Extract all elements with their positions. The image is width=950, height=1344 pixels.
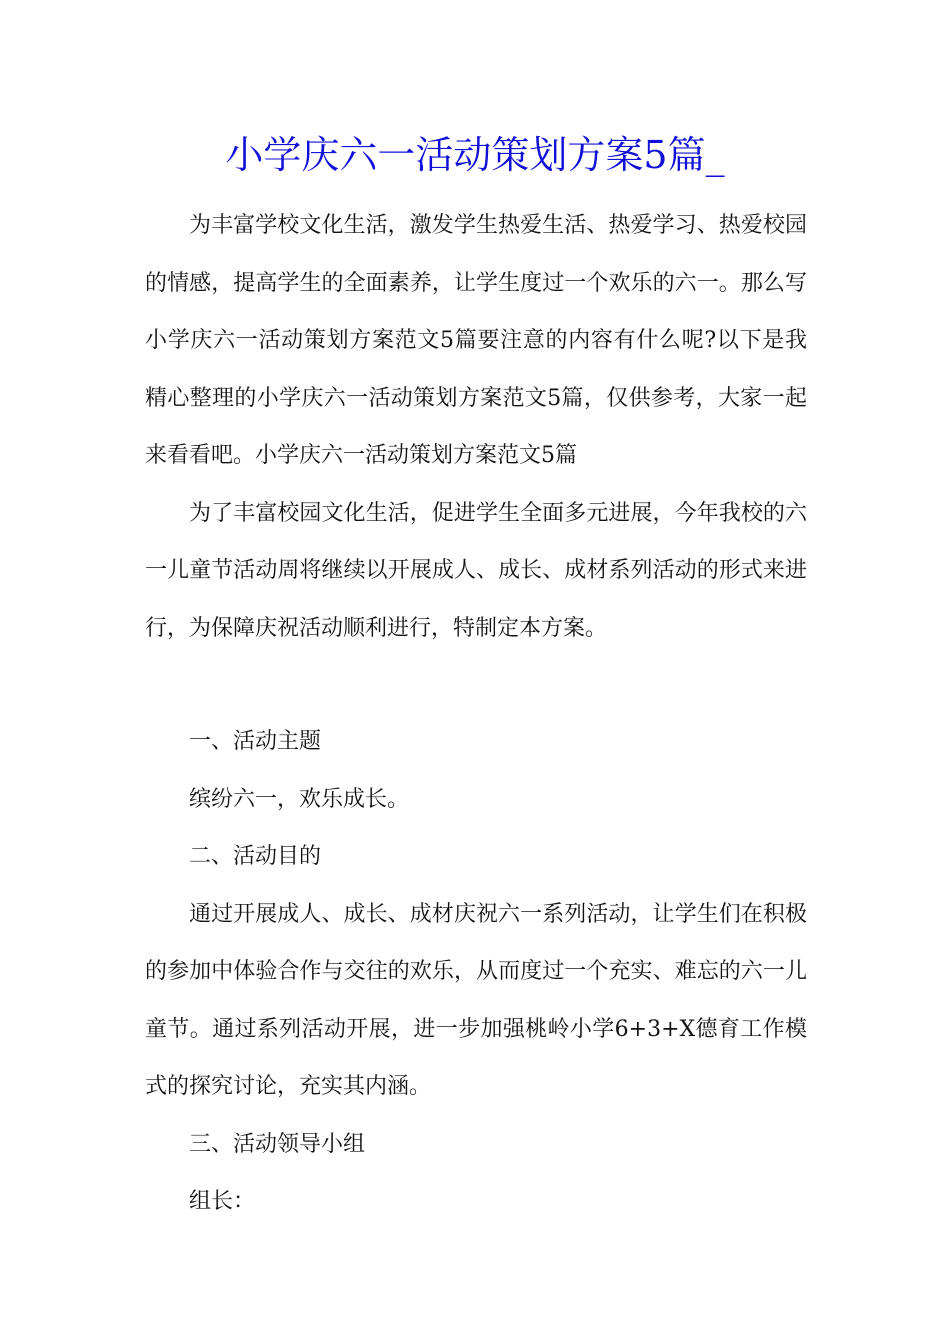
section-heading-leadership: 三、活动领导小组: [189, 1131, 366, 1157]
purpose-paragraph: 为了丰富校园文化生活，促进学生全面多元进展，今年我校的六一儿童节活动周将继续以开展成人、成长、成材系列活动的形式来进行，为保障庆祝活动顺利进行，特制定本方案。: [145, 500, 807, 641]
document-body: [145, 197, 807, 1231]
section-heading-theme: 一、活动主题: [189, 729, 322, 754]
theme-paragraph: 缤纷六一，欢乐成长。: [189, 786, 410, 812]
section-heading-goal: 二、活动目的: [189, 844, 322, 869]
goal-paragraph: 通过开展成人、成长、成材庆祝六一系列活动，让学生们在积极的参加中体验合作与交往的欢乐，从而度过一个充实、难忘的六一儿童节。通过系列活动开展，进一步加强桃岭小学6+3+X德育工作模式的探究讨论，充实其内涵。: [145, 901, 807, 1099]
leader-line: 组长：: [189, 1189, 256, 1214]
blank-line: [145, 657, 807, 713]
document-title: 小学庆六一活动策划方案5篇_: [225, 133, 725, 177]
intro-paragraph: 为丰富学校文化生活，激发学生热爱生活、热爱学习、热爱校园的情感，提高学生的全面素养，让学生度过一个欢乐的六一。那么写小学庆六一活动策划方案范文5篇要注意的内容有什么呢?以下是我精心整理的小学庆六一活动策划方案范文5篇，仅供参考，大家一起来看看吧。小学庆六一活动策划方案范文5篇: [145, 213, 807, 468]
